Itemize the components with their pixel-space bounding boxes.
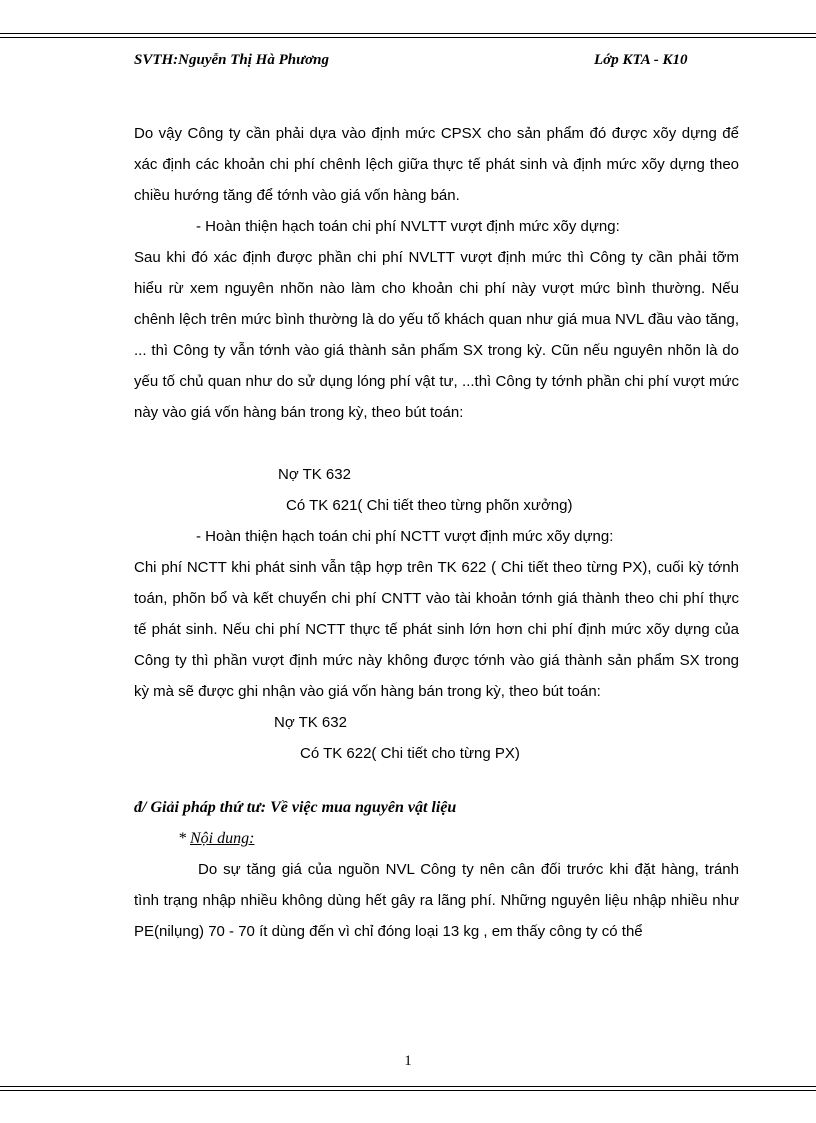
bottom-rule-outer — [0, 1090, 816, 1091]
paragraph-ncct-title: - Hoàn thiện hạch toán chi phí NCTT vượt định mức xõy dựng: — [196, 528, 614, 545]
paragraph-intro: Do vậy Công ty cần phải dựa vào định mức CPSX cho sản phẩm đó được xõy dựng để xác định các khoản chi phí chênh lệch giữa thực tế phát sinh và định mức xõy dựng theo chiều hướng tăng để tớnh vào giá vốn hàng bán. — [134, 125, 739, 204]
bottom-rule-inner — [0, 1086, 816, 1087]
section-heading: đ/ Giải pháp thứ tư: Về việc mua nguyên vật liệu — [134, 799, 457, 816]
header-class-name: Lớp KTA - K10 — [594, 52, 688, 68]
journal-entry-2-debit: Nợ TK 632 — [274, 714, 347, 731]
journal-entry-2-credit: Có TK 622( Chi tiết cho từng PX) — [300, 745, 520, 762]
top-rule-outer — [0, 33, 816, 34]
subheading-bullet: * — [178, 830, 190, 847]
header-student-name: SVTH:Nguyễn Thị Hà Phương — [134, 52, 329, 68]
subheading-label: Nội dung: — [190, 830, 255, 847]
paragraph-solution-body: Do sự tăng giá của nguồn NVL Công ty nên cân đối trước khi đặt hàng, tránh tình trạng nhập nhiều không dùng hết gây ra lãng phí. Những nguyên liệu nhập nhiều như PE(nilụng) 70 - 70 ít dùng đến vì chỉ đóng loại 13 kg , em thấy công ty có thể — [134, 861, 739, 940]
subheading-content — [134, 823, 739, 854]
journal-entry-1-debit: Nợ TK 632 — [278, 466, 351, 483]
spacer — [134, 769, 739, 792]
page-number: 1 — [404, 1053, 412, 1069]
spacer — [134, 428, 739, 459]
top-rule-inner — [0, 37, 816, 38]
paragraph-nvltt-title: - Hoàn thiện hạch toán chi phí NVLTT vượt định mức xõy dựng: — [196, 218, 620, 235]
document-body — [134, 118, 739, 947]
paragraph-nvltt-body: Sau khi đó xác định được phần chi phí NVLTT vượt định mức thì Công ty cần phải tỡm hiểu rừ xem nguyên nhõn nào làm cho khoản chi phí này vượt mức bình thường. Nếu chênh lệch trên mức bình thường là do yếu tố khách quan như giá mua NVL đầu vào tăng, ... thì Công ty vẫn tớnh vào giá thành sản phẩm SX trong kỳ. Cũn nếu nguyên nhõn là do yếu tố chủ quan như do sử dụng lóng phí vật tư, ...thì Công ty tớnh phần chi phí vượt mức này vào giá vốn hàng bán trong kỳ, theo bút toán: — [134, 249, 739, 421]
paragraph-ncct-body: Chi phí NCTT khi phát sinh vẫn tập hợp trên TK 622 ( Chi tiết theo từng PX), cuối kỳ tớnh toán, phõn bổ và kết chuyển chi phí CNTT vào tài khoản tớnh giá thành theo chi phí thực tế phát sinh. Nếu chi phí NCTT thực tế phát sinh lớn hơn chi phí định mức xõy dựng của Công ty thì phần vượt định mức này không được tớnh vào giá thành sản phẩm SX trong kỳ mà sẽ được ghi nhận vào giá vốn hàng bán trong kỳ, theo bút toán: — [134, 559, 739, 700]
journal-entry-1-credit: Có TK 621( Chi tiết theo từng phõn xưởng) — [286, 497, 573, 514]
